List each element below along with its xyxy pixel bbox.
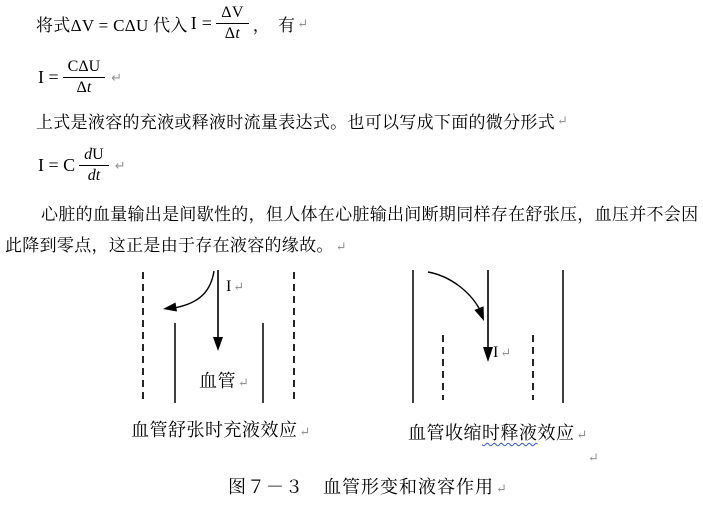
discharging-curve-arrow xyxy=(428,272,482,314)
formula1-lhs: I = xyxy=(38,66,59,87)
paragraph-mark: ↵ xyxy=(111,69,123,85)
fraction-denominator: Δt xyxy=(224,24,241,42)
empty-paragraph xyxy=(586,449,599,467)
para1-comma: ， xyxy=(252,15,270,35)
paragraph-mark: ↵ xyxy=(299,424,311,439)
fraction-cdu-dt xyxy=(63,58,106,97)
left-flow-label: I ↵ xyxy=(226,278,245,295)
charging-curve-arrow-head xyxy=(163,303,177,312)
fraction-numerator: ΔV xyxy=(216,4,248,24)
paragraph-mark: ↵ xyxy=(233,279,245,294)
inline-eq-lhs: I = xyxy=(190,12,213,33)
fraction-denominator: dt xyxy=(87,166,101,184)
fraction-du-dt xyxy=(79,146,109,185)
figure-caption: 图７－３ 血管形变和液容作用 ↵ xyxy=(228,477,508,497)
right-flow-label: I ↵ xyxy=(493,344,512,361)
formula-charge-flow xyxy=(38,53,122,101)
flow-arrow-head xyxy=(483,347,493,362)
spellcheck-squiggle-text: 时释液 xyxy=(482,423,538,443)
para2-text: 上式是液容的充液或释液时流量表达式。也可以写成下面的微分形式 xyxy=(36,112,555,132)
inline-fraction-dv-dt xyxy=(216,4,248,43)
left-diagram-caption: 血管舒张时充液效应 ↵ xyxy=(131,420,311,440)
paragraph-mark: ↵ xyxy=(335,239,347,254)
flow-arrow-head xyxy=(213,337,223,351)
paragraph-mark: ↵ xyxy=(576,427,588,442)
paragraph-expression-note xyxy=(36,105,568,135)
para3-line2: 此降到零点，这正是由于存在液容的缘故。 ↵ xyxy=(5,236,347,255)
paragraph-mark: ↵ xyxy=(297,15,309,31)
formula2-lhs: I = C xyxy=(38,154,76,175)
paragraph-mark: ↵ xyxy=(500,345,512,360)
fraction-denominator: Δt xyxy=(76,78,92,96)
paragraph-mark: ↵ xyxy=(496,481,508,496)
para3-line1: 心脏的血量输出是间歇性的，但人体在心脏输出间断期同样存在舒张压，血压并不会因 xyxy=(41,205,699,224)
paragraph-mark: ↵ xyxy=(588,450,599,465)
paragraph-intro-equation xyxy=(36,0,309,46)
formula-differential xyxy=(38,141,126,189)
discharging-curve-arrow-head xyxy=(474,306,484,321)
right-diagram-caption: 血管收缩时释液效应 ↵ xyxy=(408,423,588,443)
paragraph-mark: ↵ xyxy=(238,375,250,390)
fraction-numerator: CΔU xyxy=(63,58,106,78)
paragraph-heart-output xyxy=(5,199,698,261)
vessel-label: 血管 ↵ xyxy=(199,371,250,391)
para1-prefix: 将式ΔV = CΔU 代入 xyxy=(36,15,188,35)
fraction-numerator: dU xyxy=(79,146,109,166)
vessel-contraction-diagram xyxy=(400,262,580,412)
charging-curve-arrow xyxy=(174,271,214,308)
paragraph-mark: ↵ xyxy=(114,157,126,173)
paragraph-mark: ↵ xyxy=(557,112,569,128)
para1-suffix: 有 xyxy=(278,15,296,35)
